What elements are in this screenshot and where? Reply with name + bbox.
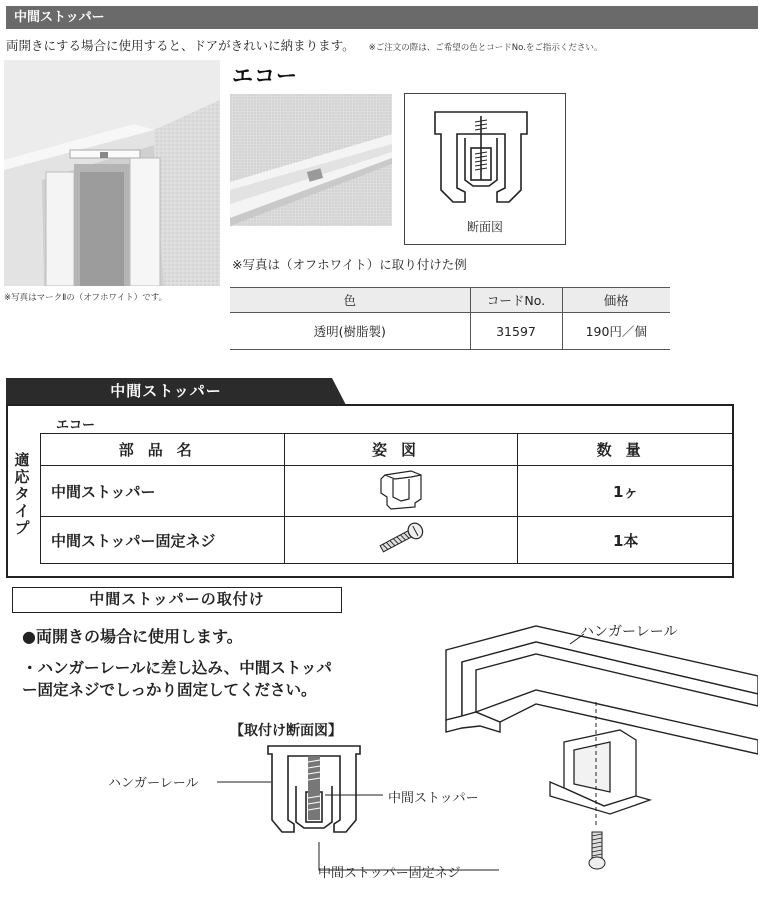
mounting-cross-title: 【取付け断面図】 [230,723,342,739]
mounting-title: 中間ストッパーの取付け [12,587,342,613]
table-row [230,313,670,350]
section-header: 中間ストッパー [6,6,758,29]
cross-section-label: 断面図 [466,220,503,234]
vertical-label-char: 応 [14,468,30,486]
rail-perspective-diagram [440,620,758,880]
part-name: 中間ストッパー固定ネジ [41,517,285,564]
table-row [41,517,734,564]
order-note: ※ご注文の際は、ご希望の色とコードNo.をご指示ください。 [368,43,603,53]
cell-price: 190円／個 [562,313,670,350]
price-table-header [230,288,670,313]
intro-description: 両開きにする場合に使用すると、ドアがきれいに納まります。 [6,38,355,53]
header-price: 価格 [562,288,670,313]
screw-icon [371,518,431,558]
table-row [41,466,734,517]
part-figure [284,517,518,564]
header-part-name: 部品名 [41,434,285,466]
header-quantity: 数量 [518,434,734,466]
photo-caption: ※写真はマークⅡの（オフホワイト）です。 [4,293,168,303]
stopper-icon [371,467,431,511]
label-stopper: 中間ストッパー [388,791,479,806]
part-name: 中間ストッパー [41,466,285,517]
header-code: コードNo. [470,288,562,313]
vertical-label-char: タ [14,485,30,503]
cell-code: 31597 [470,313,562,350]
header-color: 色 [230,288,470,313]
label-rail-top: ハンガーレール [580,624,678,640]
label-screw: 中間ストッパー固定ネジ [318,866,461,881]
parts-type-label: エコー [56,418,96,433]
vertical-label-char: プ [14,519,30,537]
header-figure: 姿図 [284,434,518,466]
price-table [230,287,670,350]
part-figure [284,466,518,517]
product-name: エコー [232,64,298,88]
rail-photo-caption: ※写真は（オフホワイト）に取り付けた例 [232,257,467,272]
vertical-label-char: イ [14,502,30,520]
cross-section-diagram [404,93,566,245]
mounting-instruction: ・ハンガーレールに差し込み、中間ストッパー固定ネジでしっかり固定してください。 [22,659,332,699]
vertical-label-char: 適 [14,451,30,469]
product-photo-door [4,60,220,286]
parts-section-title: 中間ストッパー [110,382,222,400]
part-quantity: 1ヶ [518,466,734,517]
product-photo-rail [230,94,392,226]
mounting-usage: ●両開きの場合に使用します。 [22,627,243,646]
label-rail-left: ハンガーレール [108,776,199,791]
cell-color: 透明(樹脂製) [230,313,470,350]
part-quantity: 1本 [518,517,734,564]
applicable-type-label [12,452,32,537]
parts-table [40,433,734,564]
parts-table-header [41,434,734,466]
intro-text [6,36,602,54]
